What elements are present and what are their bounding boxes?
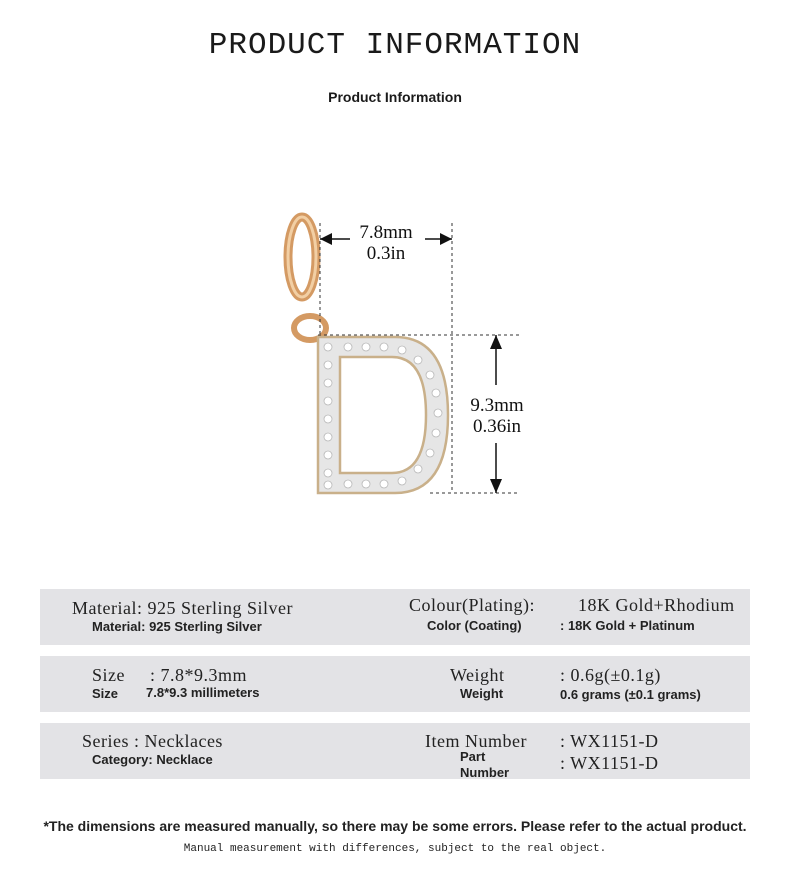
weight-value-en: 0.6 grams (±0.1 grams) (560, 687, 701, 702)
category-value: Necklace (156, 752, 213, 767)
width-in: 0.3in (366, 243, 406, 264)
part-number-label (460, 749, 509, 781)
weight-label-en: Weight (460, 686, 504, 701)
colour-value: 18K Gold+Rhodium (578, 595, 735, 615)
category-label: Category: (92, 752, 153, 767)
part-label-line-2: Number (460, 765, 510, 780)
letter-d-pendant (318, 337, 448, 493)
weight-label: Weight (450, 665, 505, 685)
height-dimension-label (456, 395, 538, 437)
width-mm: 7.8mm (359, 222, 413, 243)
height-in: 0.36in (472, 416, 522, 437)
disclaimer-note: *The dimensions are measured manually, so there may be some errors. Please refer to the actual product. (43, 818, 747, 834)
size-value: : 7.8*9.3mm (150, 665, 248, 685)
material-label-en: Material: 925 Sterling Silver (92, 619, 262, 634)
material-label: Material: 925 Sterling Silver (72, 598, 293, 618)
colour-value-en: : 18K Gold + Platinum (560, 618, 695, 633)
weight-value: : 0.6g(±0.1g) (560, 665, 661, 685)
disclaimer-note-secondary: Manual measurement with differences, subject to the real object. (183, 843, 607, 855)
colour-label: Colour(Plating): (409, 595, 535, 615)
item-number-label: Item Number (425, 731, 527, 751)
item-number-value: : WX1151-D (560, 731, 659, 751)
colour-label-en: Color (Coating) (427, 618, 522, 633)
category-label-en (92, 752, 213, 767)
size-label-en: Size (92, 686, 119, 701)
size-label: Size (92, 665, 125, 685)
size-value-en: 7.8*9.3 millimeters (146, 685, 260, 700)
page-title: PRODUCT INFORMATION (208, 28, 582, 63)
height-mm: 9.3mm (470, 395, 524, 416)
part-number-value: : WX1151-D (560, 753, 659, 773)
width-dimension-label (338, 222, 434, 264)
part-label-line-1: Part (460, 749, 486, 764)
series-label: Series : Necklaces (82, 731, 223, 751)
page-subtitle: Product Information (328, 89, 462, 105)
